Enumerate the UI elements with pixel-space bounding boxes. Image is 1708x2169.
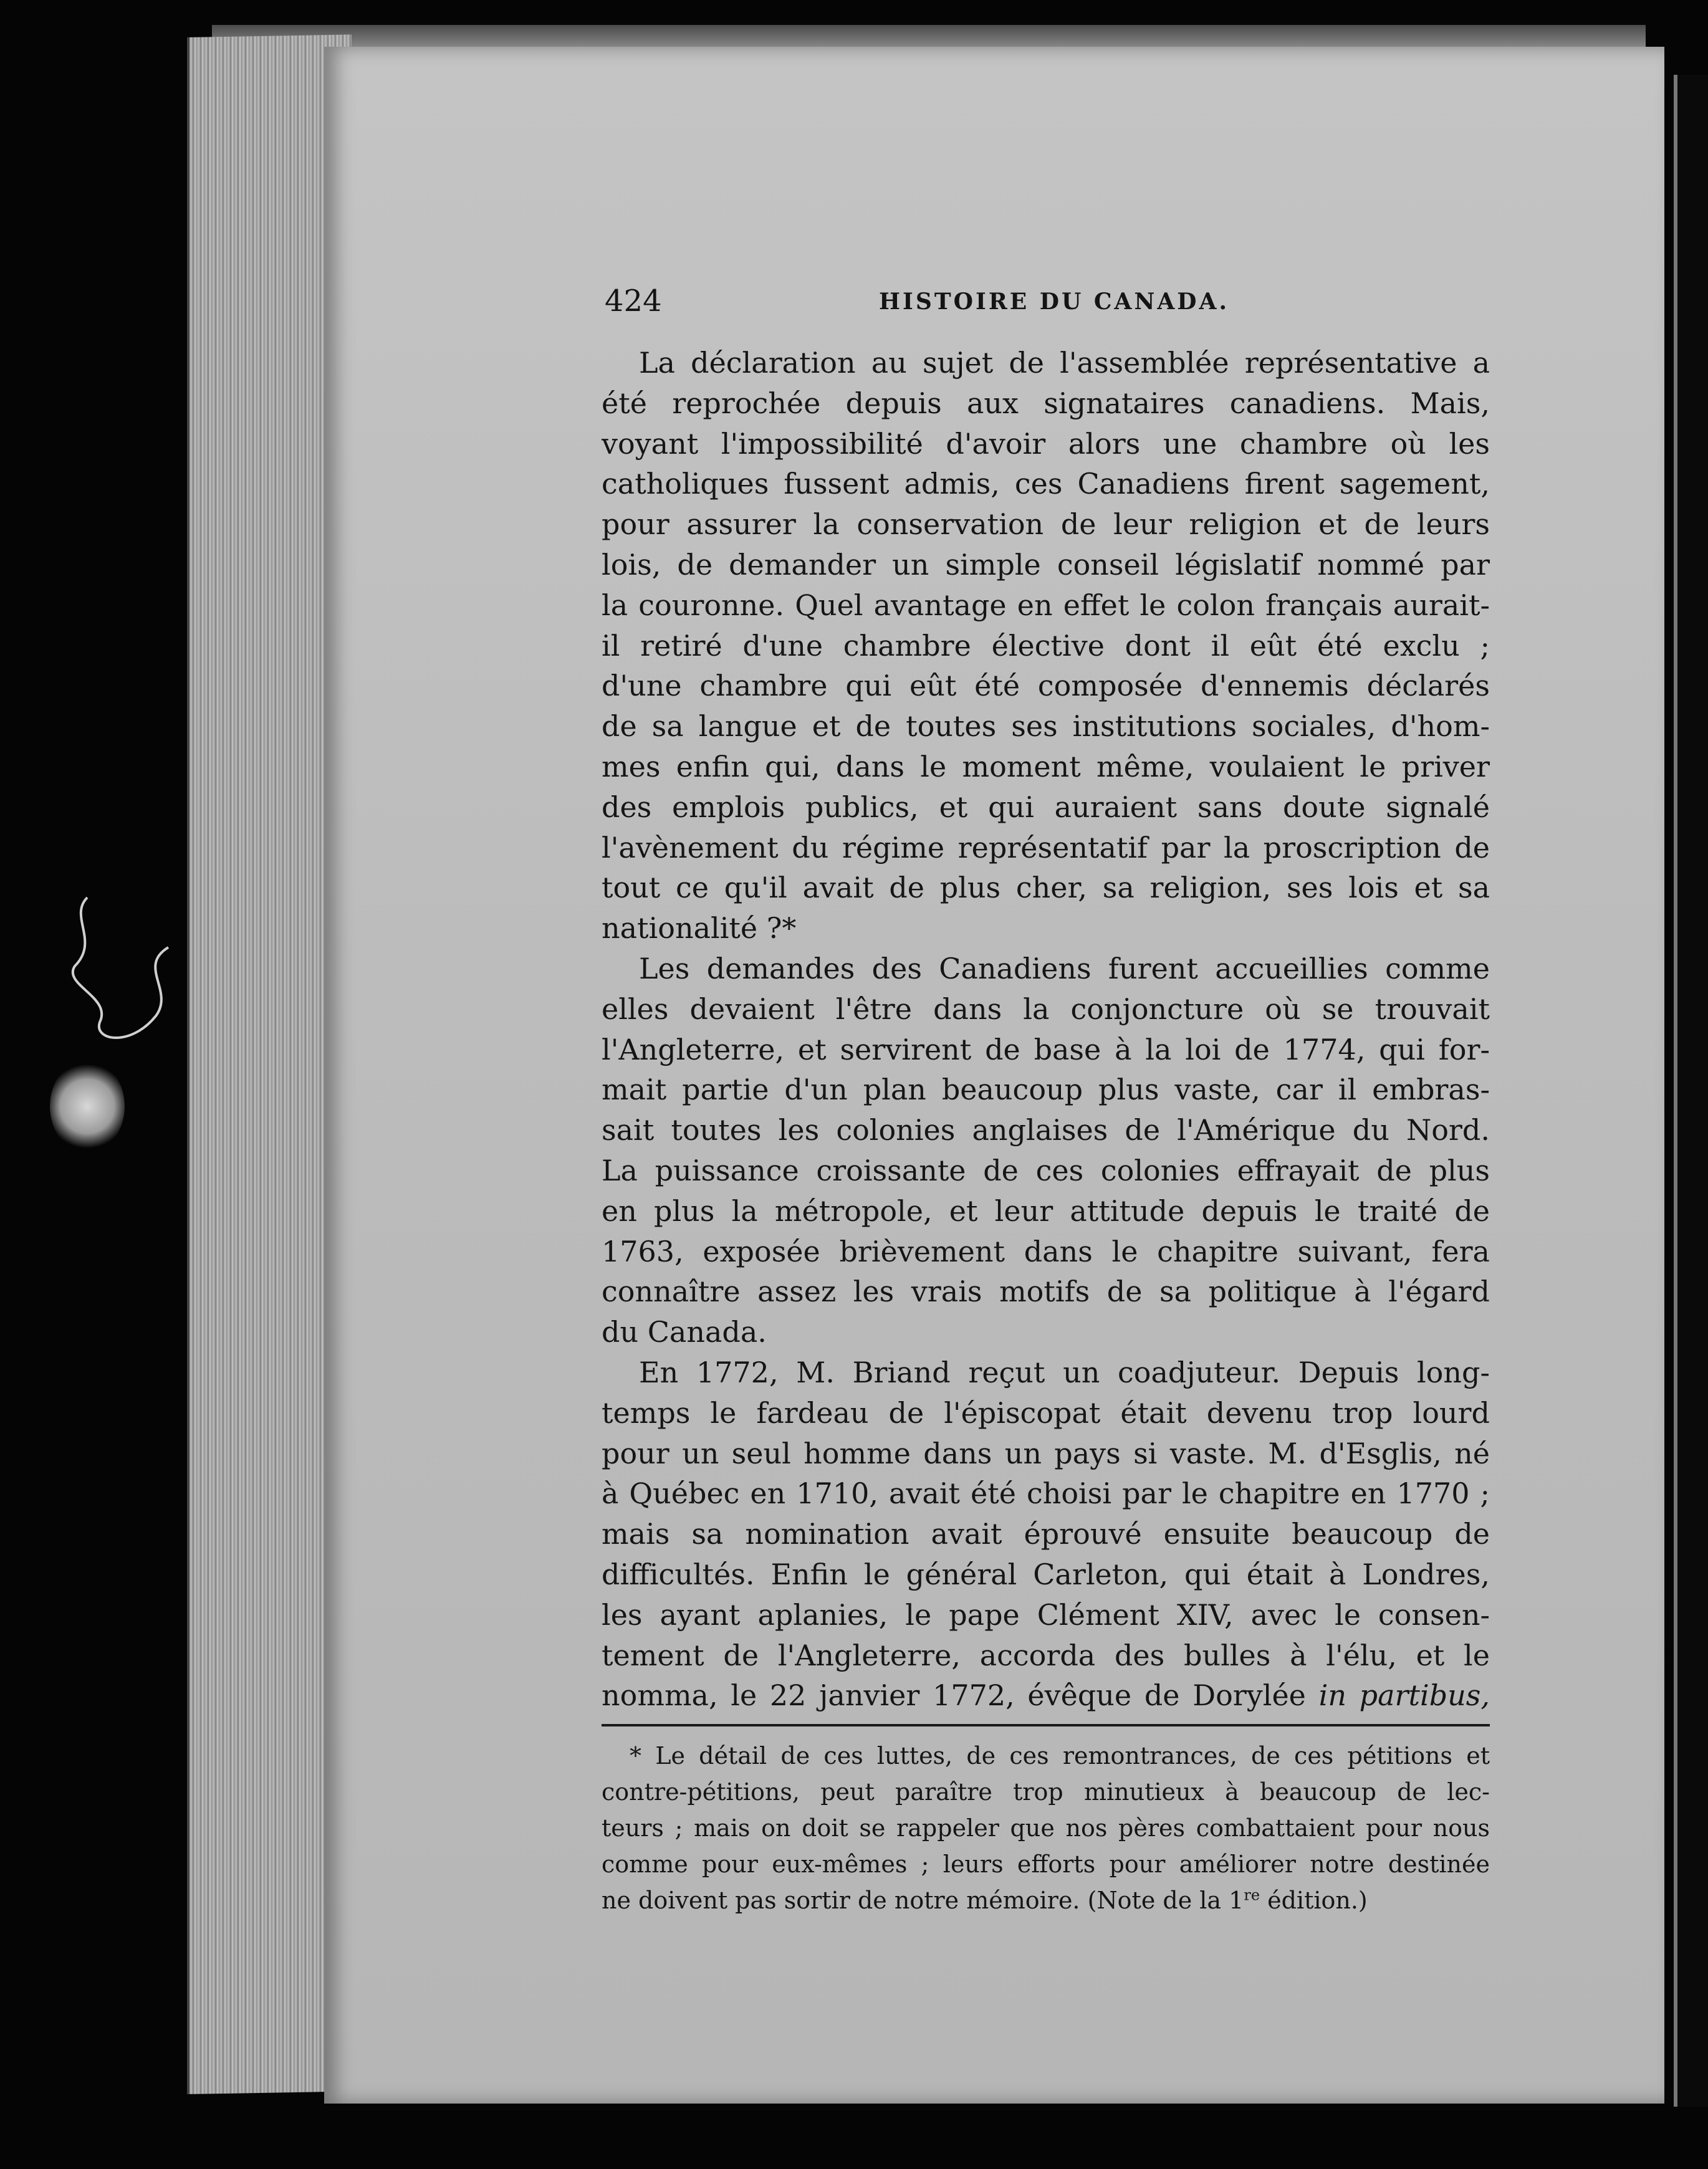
text-line: 1763, exposée brièvement dans le chapitre suivant, fera [602,1234,1490,1268]
text-line: en plus la métropole, et leur attitude depuis le traité de [602,1194,1490,1228]
page-header [605,284,1490,327]
text-line: la couronne. Quel avantage en effet le colon français aurait- [602,588,1490,622]
footnote-line-end: édition.) [1260,1887,1368,1914]
footnote-rule [602,1724,1490,1726]
footnote-line: teurs ; mais on doit se rappeler que nos pères combattaient pour nous [602,1814,1490,1842]
footnote-line-start: ne doivent pas sortir de notre mémoire. (Note de la 1 [602,1887,1244,1914]
text-line: d'une chambre qui eût été composée d'ennemis déclarés [602,669,1490,703]
text-line: catholiques fussent admis, ces Canadiens firent sagement, [602,467,1490,501]
footnote-superscript: re [1244,1886,1260,1904]
text-line: nationalité ?* [602,911,797,946]
text-line: difficultés. Enfin le général Carleton, qui était à Londres, [602,1557,1490,1591]
italic-phrase: in partibus, [1318,1678,1490,1713]
running-title: HISTOIRE DU CANADA. [879,289,1229,315]
text-line: voyant l'impossibilité d'avoir alors une chambre où les [602,426,1490,461]
text-line: des emplois publics, et qui auraient sans doute signalé [602,790,1490,824]
text-line: les ayant aplanies, le pape Clément XIV, avec le consen- [602,1597,1490,1632]
text-line: mes enfin qui, dans le moment même, voulaient le priver [602,749,1490,783]
text-line: l'avènement du régime représentatif par la proscription de [602,830,1490,864]
text-line: à Québec en 1710, avait été choisi par le chapitre en 1770 ; [602,1477,1490,1511]
text-line: pour un seul homme dans un pays si vaste. M. d'Esglis, né [602,1436,1490,1470]
text-line: de sa langue et de toutes ses institutions sociales, d'hom- [602,709,1490,744]
text-line-start: nomma, le 22 janvier 1772, évêque de Dorylée [602,1678,1319,1713]
text-line: La puissance croissante de ces colonies effrayait de plus [602,1153,1490,1187]
page-stack-top-edge [212,25,1646,50]
text-line: tout ce qu'il avait de plus cher, sa religion, ses lois et sa [602,871,1490,905]
text-line: il retiré d'une chambre élective dont il eût été exclu ; [602,628,1490,663]
text-line: connaître assez les vrais motifs de sa politique à l'égard [602,1275,1490,1309]
text-line: l'Angleterre, et servirent de base à la loi de 1774, qui for- [602,1032,1490,1066]
text-line: lois, de demander un simple conseil législatif nommé par [602,547,1490,582]
page-number: 424 [605,284,662,318]
text-line: En 1772, M. Briand reçut un coadjuteur. Depuis long- [639,1355,1490,1389]
body-text [602,343,1490,1716]
footnote-line: contre-pétitions, peut paraître trop minutieux à beaucoup de lec- [602,1778,1490,1806]
footnote [602,1738,1490,1918]
footnote-line: comme pour eux-mêmes ; leurs efforts pour améliorer notre destinée [602,1851,1490,1878]
text-line: temps le fardeau de l'épiscopat était devenu trop lourd [602,1396,1490,1430]
text-line: été reprochée depuis aux signataires canadiens. Mais, [602,386,1490,420]
text-line: elles devaient l'être dans la conjoncture où se trouvait [602,992,1490,1026]
text-line: du Canada. [602,1315,767,1349]
margin-speck [50,1060,125,1153]
text-line: Les demandes des Canadiens furent accueillies comme [639,951,1490,985]
text-line: La déclaration au sujet de l'assemblée représentative a [639,346,1490,380]
text-line: tement de l'Angleterre, accorda des bulles à l'élu, et le [602,1638,1490,1672]
text-line: pour assurer la conservation de leur religion et de leurs [602,507,1490,542]
footnote-line-final [602,1882,1490,1918]
text-line: sait toutes les colonies anglaises de l'Amérique du Nord. [602,1113,1490,1147]
footnote-line: * Le détail de ces luttes, de ces remontrances, de ces pétitions et [630,1742,1490,1769]
next-page-edge [1674,75,1708,2107]
text-line-final [602,1675,1490,1716]
text-line: mait partie d'un plan beaucoup plus vaste, car il embras- [602,1073,1490,1107]
stray-thread-mark [62,891,187,1066]
text-line: mais sa nomination avait éprouvé ensuite beaucoup de [602,1517,1490,1551]
